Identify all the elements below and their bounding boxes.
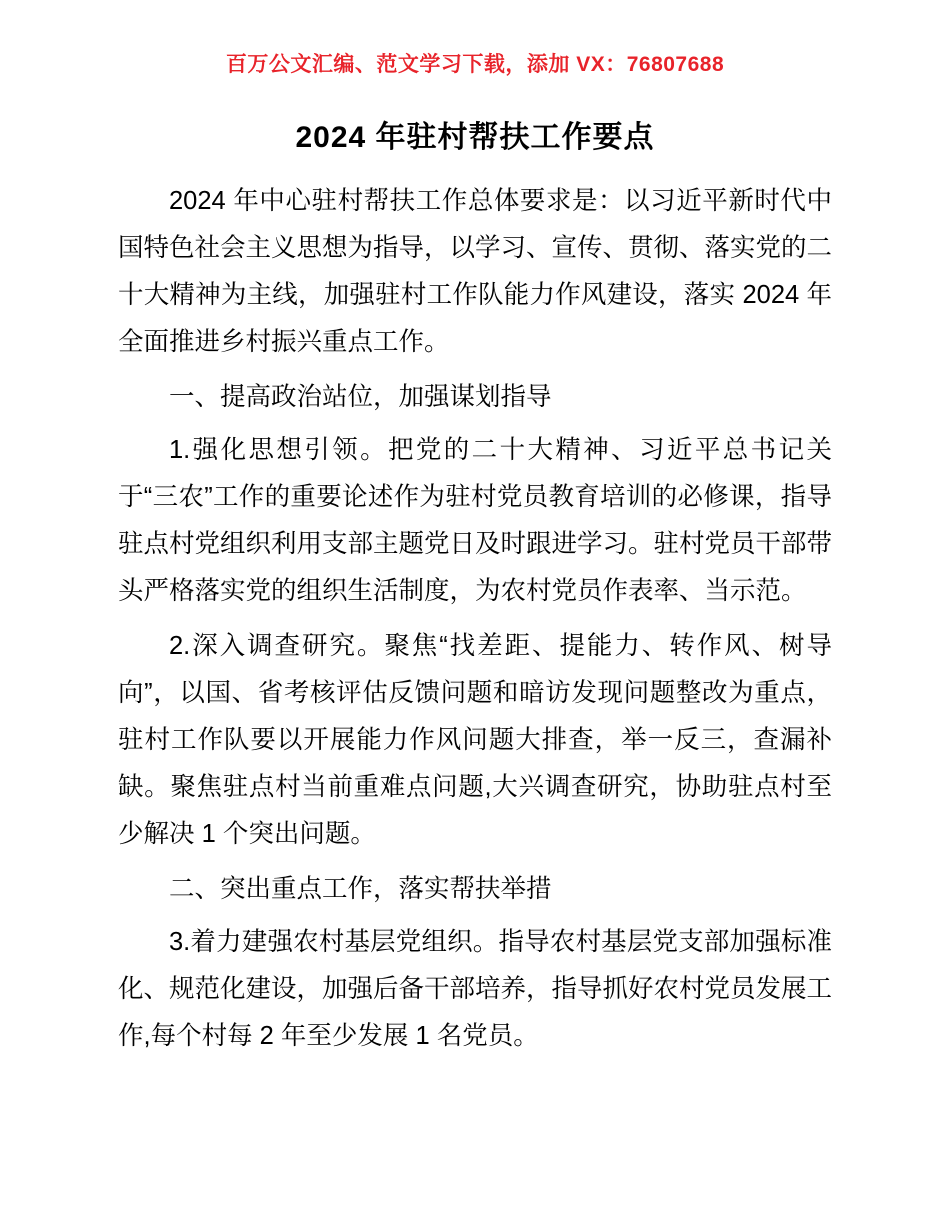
paragraph-item-1: 1.强化思想引领。把党的二十大精神、习近平总书记关于“三农”工作的重要论述作为驻村党员教育培训的必修课，指导驻点村党组织利用支部主题党日及时跟进学习。驻村党员干部带头严格落实党的组织生活制度，为农村党员作表率、当示范。	[118, 436, 833, 605]
paragraph-item-2: 2.深入调查研究。聚焦“找差距、提能力、转作风、树导向”，以国、省考核评估反馈问题和暗访发现问题整改为重点，驻村工作队要以开展能力作风问题大排查，举一反三，查漏补缺。聚焦驻点村当前重难点问题,大兴调查研究，协助驻点村至少解决 1 个突出问题。	[118, 632, 832, 848]
paragraph-section-2: 二、突出重点工作，落实帮扶举措	[169, 875, 552, 903]
page-bottom-spacer	[118, 1068, 832, 1108]
paragraph-section-1: 一、提高政治站位，加强谋划指导	[169, 383, 552, 411]
paragraph-item-3: 3.着力建强农村基层党组织。指导农村基层党支部加强标准化、规范化建设，加强后备干部培养，指导抓好农村党员发展工作,每个村每 2 年至少发展 1 名党员。	[118, 928, 833, 1050]
page-title: 2024 年驻村帮扶工作要点	[295, 121, 655, 154]
watermark-text: 百万公文汇编、范文学习下载，添加 VX：76807688	[225, 53, 725, 76]
paragraph-intro: 2024 年中心驻村帮扶工作总体要求是：以习近平新时代中国特色社会主义思想为指导，以学习、宣传、贯彻、落实党的二十大精神为主线，加强驻村工作队能力作风建设，落实 2024 年全面推进乡村振兴重点工作。	[118, 187, 833, 356]
